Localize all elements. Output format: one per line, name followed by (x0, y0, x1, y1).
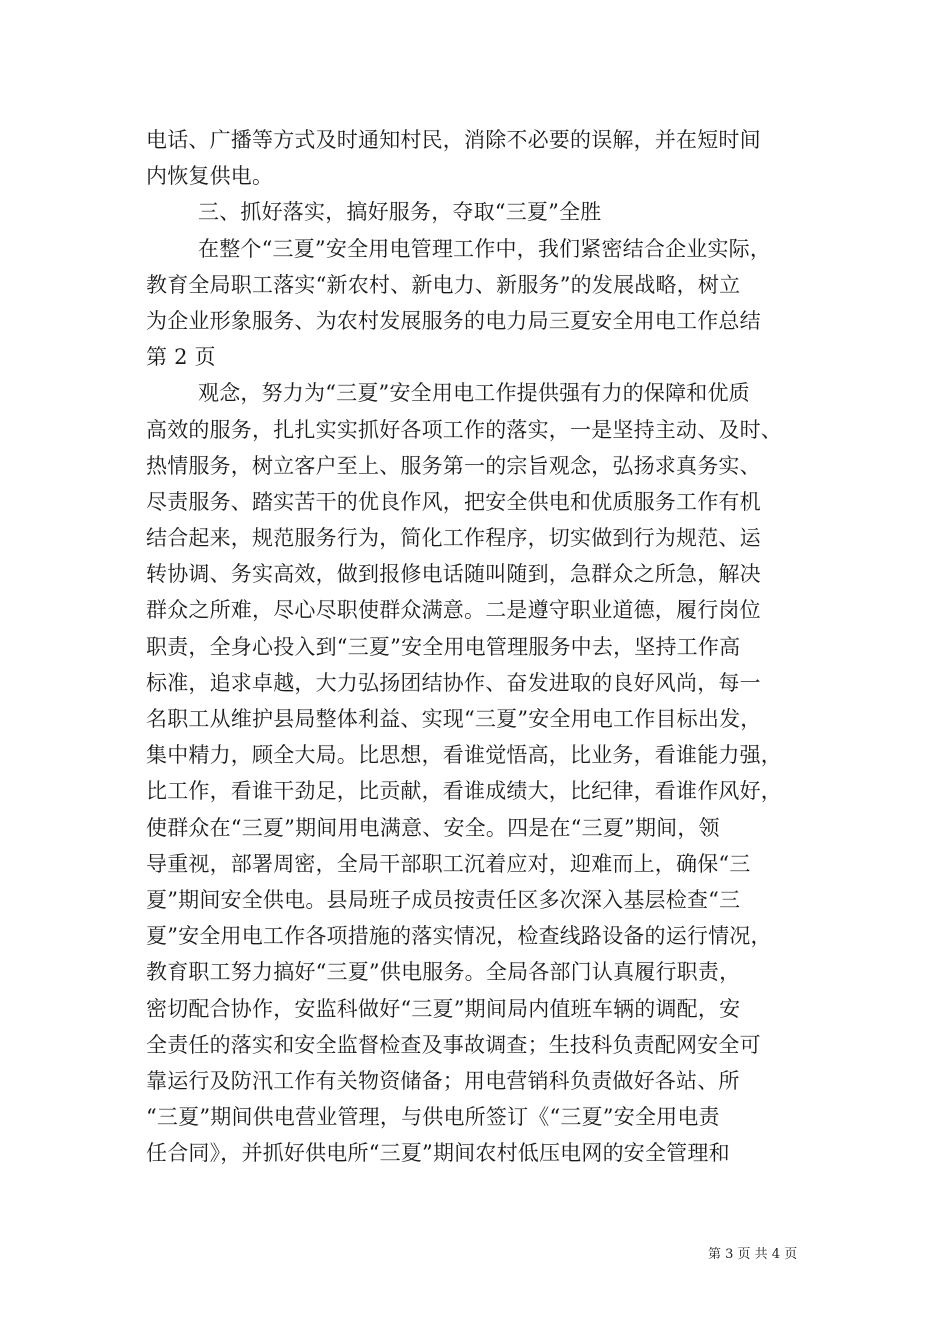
text-line: 全责任的落实和安全监督检查及事故调查；生技科负责配网安全可 (146, 1032, 761, 1057)
text-line: 靠运行及防汛工作有关物资储备；用电营销科负责做好各站、所 (146, 1068, 740, 1093)
text-line: 热情服务，树立客户至上、服务第一的宗旨观念，弘扬求真务实、 (146, 453, 761, 478)
text-line: 高效的服务，扎扎实实抓好各项工作的落实，一是坚持主动、及时、 (146, 417, 782, 442)
text-line: 转协调、务实高效，做到报修电话随叫随到，急群众之所急，解决 (146, 562, 761, 587)
text-line: 密切配合协作，安监科做好“三夏”期间局内值班车辆的调配，安 (146, 996, 741, 1021)
text-line: “三夏”期间供电营业管理，与供电所签订《“三夏”安全用电责 (146, 1105, 720, 1130)
text-line: 教育全局职工落实“新农村、新电力、新服务”的发展战略，树立 (146, 272, 741, 297)
text-line: 尽责服务、踏实苦干的优良作风，把安全供电和优质服务工作有机 (146, 489, 761, 514)
section-heading: 三、抓好落实，搞好服务，夺取“三夏”全胜 (198, 200, 602, 225)
text-line: 比工作，看谁干劲足，比贡献，看谁成绩大，比纪律，看谁作风好， (146, 779, 782, 804)
text-line: 名职工从维护县局整体利益、实现“三夏”安全用电工作目标出发， (146, 707, 762, 731)
text-line: 在整个“三夏”安全用电管理工作中，我们紧密结合企业实际， (198, 236, 772, 261)
text-line: 观念，努力为“三夏”安全用电工作提供强有力的保障和优质 (198, 381, 750, 406)
text-line: 集中精力，顾全大局。比思想，看谁觉悟高，比业务，看谁能力强， (146, 743, 782, 768)
page-reference: 第 2 页 (146, 345, 216, 370)
document-body (146, 122, 811, 1171)
text-line: 使群众在“三夏”期间用电满意、安全。四是在“三夏”期间，领 (146, 815, 720, 840)
text-line: 夏”期间安全供电。县局班子成员按责任区多次深入基层检查“三 (146, 887, 741, 912)
text-line: 电话、广播等方式及时通知村民，消除不必要的误解，并在短时间 (146, 128, 761, 152)
text-line: 夏”安全用电工作各项措施的落实情况，检查线路设备的运行情况， (146, 924, 772, 949)
text-line: 导重视，部署周密，全局干部职工沉着应对，迎难而上，确保“三 (146, 851, 751, 876)
page-footer: 第 3 页 共 4 页 (708, 1247, 798, 1262)
text-line: 职责，全身心投入到“三夏”安全用电管理服务中去，坚持工作高 (146, 634, 741, 659)
text-line: 群众之所难，尽心尽职使群众满意。二是遵守职业道德，履行岗位 (146, 598, 761, 623)
text-line: 教育职工努力搞好“三夏”供电服务。全局各部门认真履行职责， (146, 960, 741, 985)
text-line: 标准，追求卓越，大力弘扬团结协作、奋发进取的良好风尚，每一 (146, 670, 761, 695)
text-line: 任合同》，并抓好供电所“三夏”期间农村低压电网的安全管理和 (146, 1141, 730, 1166)
text-line: 内恢复供电。 (146, 164, 274, 189)
text-line: 为企业形象服务、为农村发展服务的电力局三夏安全用电工作总结 (146, 308, 761, 333)
text-line: 结合起来，规范服务行为，简化工作程序，切实做到行为规范、运 (146, 526, 761, 551)
